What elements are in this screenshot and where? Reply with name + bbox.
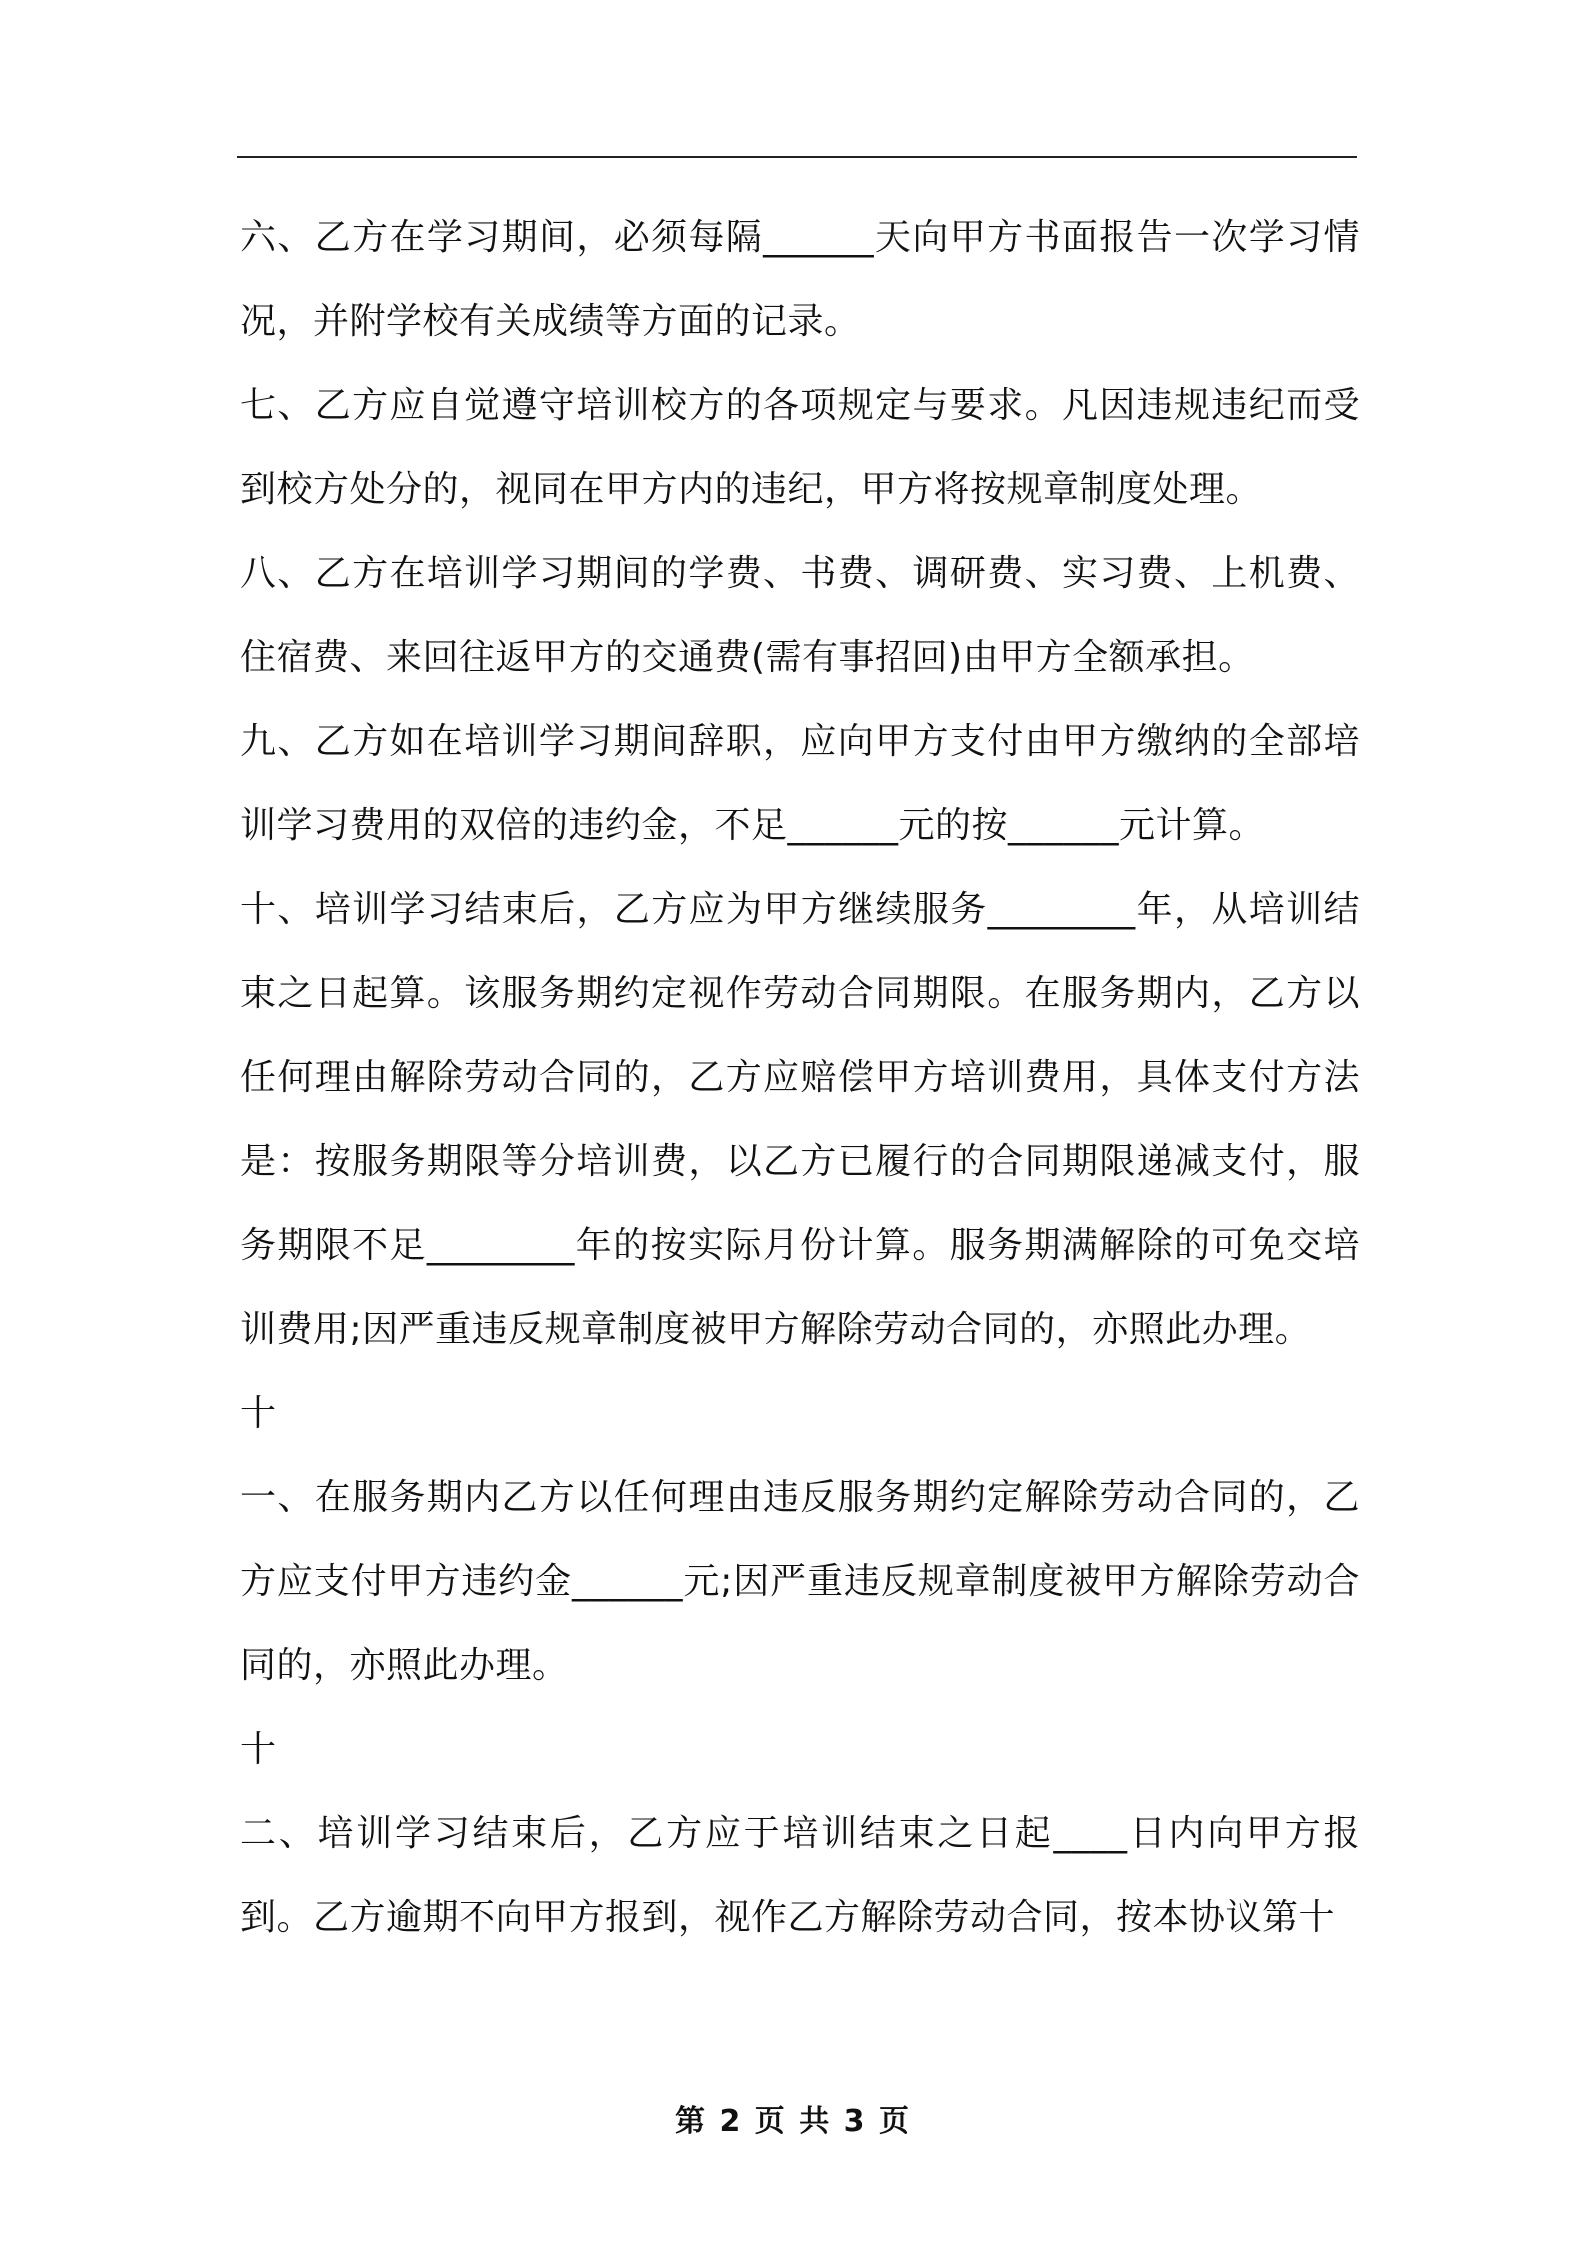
clause-8-paragraph: 八、乙方在培训学习期间的学费、书费、调研费、实习费、上机费、住宿费、来回往返甲方的交通费(需有事招回)由甲方全额承担。 bbox=[240, 553, 1360, 678]
clause-12-paragraph: 二、培训学习结束后，乙方应于培训结束之日起____日内向甲方报到。乙方逾期不向甲方报到，视作乙方解除劳动合同，按本协议第十 bbox=[240, 1813, 1360, 1938]
clause-10-paragraph: 十、培训学习结束后，乙方应为甲方继续服务________年，从培训结束之日起算。该服务期约定视作劳动合同期限。在服务期内，乙方以任何理由解除劳动合同的，乙方应赔偿甲方培训费用，具体支付方法是：按服务期限等分培训费，以乙方已履行的合同期限递减支付，服务期限不足________年的按实际月份计算。服务期满解除的可免交培训费用;因严重违反规章制度被甲方解除劳动合同的，亦照此办理。 bbox=[240, 889, 1360, 1350]
header-rule bbox=[237, 156, 1357, 158]
clause-11-paragraph: 一、在服务期内乙方以任何理由违反服务期约定解除劳动合同的，乙方应支付甲方违约金______元;因严重违反规章制度被甲方解除劳动合同的，亦照此办理。 bbox=[240, 1477, 1360, 1686]
clause-12-number-mark: 十 bbox=[240, 1729, 277, 1770]
page-footer bbox=[0, 2096, 1586, 2140]
clause-9-paragraph: 九、乙方如在培训学习期间辞职，应向甲方支付由甲方缴纳的全部培训学习费用的双倍的违约金，不足______元的按______元计算。 bbox=[240, 721, 1360, 846]
page-number-label: 第 2 页 共 3 页 bbox=[675, 2104, 911, 2139]
document-body bbox=[240, 196, 1360, 1960]
clause-11-number-mark: 十 bbox=[240, 1393, 277, 1434]
clause-7-paragraph: 七、乙方应自觉遵守培训校方的各项规定与要求。凡因违规违纪而受到校方处分的，视同在甲方内的违纪，甲方将按规章制度处理。 bbox=[240, 385, 1360, 510]
clause-6-paragraph: 六、乙方在学习期间，必须每隔______天向甲方书面报告一次学习情况，并附学校有关成绩等方面的记录。 bbox=[240, 217, 1360, 342]
